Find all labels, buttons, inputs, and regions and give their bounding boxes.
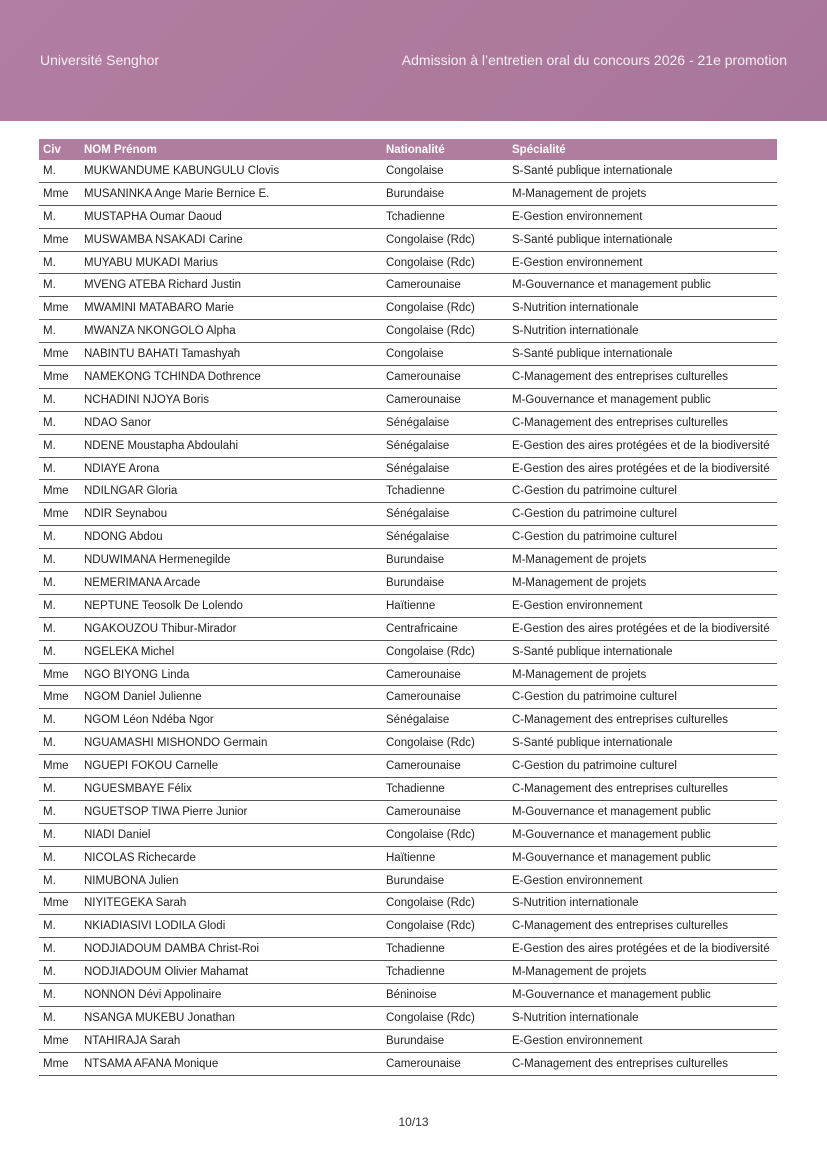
nom-prenom-cell: MUKWANDUME KABUNGULU Clovis [80, 160, 382, 182]
civ-cell: M. [39, 411, 80, 434]
table-row [39, 160, 777, 182]
nom-prenom-cell: NONNON Dévi Appolinaire [80, 984, 382, 1007]
nom-prenom-cell: MUSWAMBA NSAKADI Carine [80, 228, 382, 251]
specialite-cell: C-Gestion du patrimoine culturel [508, 503, 777, 526]
specialite-cell: M-Management de projets [508, 572, 777, 595]
nationalite-cell: Burundaise [382, 1029, 508, 1052]
nom-prenom-cell: MUYABU MUKADI Marius [80, 251, 382, 274]
nom-prenom-cell: NGUEPI FOKOU Carnelle [80, 755, 382, 778]
specialite-cell: M-Management de projets [508, 961, 777, 984]
institution-name: Université Senghor [40, 52, 160, 68]
nom-prenom-cell: MUSANINKA Ange Marie Bernice E. [80, 182, 382, 205]
nom-prenom-cell: NGUAMASHI MISHONDO Germain [80, 732, 382, 755]
specialite-cell: C-Gestion du patrimoine culturel [508, 755, 777, 778]
table-row [39, 343, 777, 366]
nom-prenom-cell: NGOM Daniel Julienne [80, 686, 382, 709]
specialite-cell: E-Gestion environnement [508, 251, 777, 274]
nationalite-cell: Congolaise (Rdc) [382, 1006, 508, 1029]
table-row [39, 251, 777, 274]
specialite-cell: C-Management des entreprises culturelles [508, 709, 777, 732]
civ-cell: M. [39, 709, 80, 732]
table-body [39, 160, 777, 1075]
civ-cell: M. [39, 640, 80, 663]
column-header-specialite: Spécialité [508, 139, 777, 160]
civ-cell: M. [39, 388, 80, 411]
civ-cell: Mme [39, 892, 80, 915]
civ-cell: M. [39, 526, 80, 549]
nationalite-cell: Haïtienne [382, 594, 508, 617]
specialite-cell: S-Nutrition internationale [508, 1006, 777, 1029]
nom-prenom-cell: MVENG ATEBA Richard Justin [80, 274, 382, 297]
specialite-cell: E-Gestion des aires protégées et de la biodiversité [508, 617, 777, 640]
nationalite-cell: Sénégalaise [382, 709, 508, 732]
specialite-cell: C-Management des entreprises culturelles [508, 915, 777, 938]
nationalite-cell: Congolaise [382, 160, 508, 182]
nationalite-cell: Congolaise (Rdc) [382, 320, 508, 343]
specialite-cell: C-Gestion du patrimoine culturel [508, 480, 777, 503]
nom-prenom-cell: NICOLAS Richecarde [80, 846, 382, 869]
nationalite-cell: Camerounaise [382, 755, 508, 778]
nom-prenom-cell: NCHADINI NJOYA Boris [80, 388, 382, 411]
civ-cell: M. [39, 869, 80, 892]
table-row [39, 526, 777, 549]
table-row [39, 686, 777, 709]
nationalite-cell: Camerounaise [382, 388, 508, 411]
civ-cell: M. [39, 732, 80, 755]
nationalite-cell: Tchadienne [382, 938, 508, 961]
nom-prenom-cell: NGOM Léon Ndéba Ngor [80, 709, 382, 732]
table-row [39, 388, 777, 411]
table-row [39, 480, 777, 503]
civ-cell: M. [39, 1006, 80, 1029]
nationalite-cell: Tchadienne [382, 961, 508, 984]
nom-prenom-cell: NGELEKA Michel [80, 640, 382, 663]
civ-cell: Mme [39, 1052, 80, 1075]
nationalite-cell: Sénégalaise [382, 526, 508, 549]
specialite-cell: M-Gouvernance et management public [508, 846, 777, 869]
specialite-cell: C-Management des entreprises culturelles [508, 1052, 777, 1075]
table-row [39, 846, 777, 869]
nom-prenom-cell: NDIAYE Arona [80, 457, 382, 480]
nationalite-cell: Congolaise [382, 343, 508, 366]
table-header-row [39, 139, 777, 160]
table-row [39, 617, 777, 640]
nationalite-cell: Haïtienne [382, 846, 508, 869]
table-row [39, 800, 777, 823]
nationalite-cell: Camerounaise [382, 366, 508, 389]
specialite-cell: S-Nutrition internationale [508, 320, 777, 343]
specialite-cell: E-Gestion des aires protégées et de la biodiversité [508, 938, 777, 961]
nationalite-cell: Camerounaise [382, 663, 508, 686]
table-row [39, 594, 777, 617]
nom-prenom-cell: NODJIADOUM Olivier Mahamat [80, 961, 382, 984]
page-header-band [0, 0, 827, 121]
nom-prenom-cell: NGAKOUZOU Thibur-Mirador [80, 617, 382, 640]
civ-cell: M. [39, 961, 80, 984]
nom-prenom-cell: NDAO Sanor [80, 411, 382, 434]
table-row [39, 938, 777, 961]
table-row [39, 205, 777, 228]
page-number: 10/13 [398, 1115, 429, 1129]
specialite-cell: S-Santé publique internationale [508, 640, 777, 663]
specialite-cell: C-Management des entreprises culturelles [508, 411, 777, 434]
table-row [39, 640, 777, 663]
nom-prenom-cell: NDENE Moustapha Abdoulahi [80, 434, 382, 457]
table-row [39, 320, 777, 343]
nom-prenom-cell: NEPTUNE Teosolk De Lolendo [80, 594, 382, 617]
column-header-nationalite: Nationalité [382, 139, 508, 160]
nationalite-cell: Camerounaise [382, 1052, 508, 1075]
table-row [39, 1029, 777, 1052]
specialite-cell: E-Gestion des aires protégées et de la biodiversité [508, 457, 777, 480]
civ-cell: M. [39, 205, 80, 228]
nationalite-cell: Congolaise (Rdc) [382, 228, 508, 251]
specialite-cell: C-Management des entreprises culturelles [508, 778, 777, 801]
civ-cell: M. [39, 549, 80, 572]
table-row [39, 572, 777, 595]
table-row [39, 366, 777, 389]
specialite-cell: S-Nutrition internationale [508, 892, 777, 915]
civ-cell: M. [39, 572, 80, 595]
table-row [39, 823, 777, 846]
nationalite-cell: Tchadienne [382, 205, 508, 228]
civ-cell: M. [39, 617, 80, 640]
civ-cell: M. [39, 594, 80, 617]
specialite-cell: C-Gestion du patrimoine culturel [508, 686, 777, 709]
civ-cell: Mme [39, 182, 80, 205]
nationalite-cell: Burundaise [382, 869, 508, 892]
nom-prenom-cell: NDILNGAR Gloria [80, 480, 382, 503]
nom-prenom-cell: NSANGA MUKEBU Jonathan [80, 1006, 382, 1029]
nom-prenom-cell: MWAMINI MATABARO Marie [80, 297, 382, 320]
table-row [39, 274, 777, 297]
nationalite-cell: Burundaise [382, 182, 508, 205]
civ-cell: Mme [39, 228, 80, 251]
civ-cell: M. [39, 274, 80, 297]
nom-prenom-cell: NIADI Daniel [80, 823, 382, 846]
nom-prenom-cell: NODJIADOUM DAMBA Christ-Roi [80, 938, 382, 961]
specialite-cell: S-Santé publique internationale [508, 228, 777, 251]
table-row [39, 503, 777, 526]
specialite-cell: M-Gouvernance et management public [508, 274, 777, 297]
nationalite-cell: Congolaise (Rdc) [382, 297, 508, 320]
nom-prenom-cell: NDIR Seynabou [80, 503, 382, 526]
table-row [39, 434, 777, 457]
specialite-cell: S-Santé publique internationale [508, 160, 777, 182]
specialite-cell: E-Gestion environnement [508, 869, 777, 892]
civ-cell: M. [39, 251, 80, 274]
civ-cell: M. [39, 938, 80, 961]
nationalite-cell: Burundaise [382, 549, 508, 572]
civ-cell: M. [39, 778, 80, 801]
table-row [39, 961, 777, 984]
document-title: Admission à l’entretien oral du concours 2026 - 21e promotion [401, 52, 787, 68]
nationalite-cell: Congolaise (Rdc) [382, 640, 508, 663]
specialite-cell: M-Gouvernance et management public [508, 984, 777, 1007]
nationalite-cell: Camerounaise [382, 686, 508, 709]
nationalite-cell: Tchadienne [382, 480, 508, 503]
admission-table [39, 139, 777, 1076]
civ-cell: M. [39, 320, 80, 343]
civ-cell: M. [39, 457, 80, 480]
specialite-cell: S-Nutrition internationale [508, 297, 777, 320]
nationalite-cell: Béninoise [382, 984, 508, 1007]
table-row [39, 457, 777, 480]
specialite-cell: M-Management de projets [508, 182, 777, 205]
civ-cell: Mme [39, 366, 80, 389]
civ-cell: Mme [39, 480, 80, 503]
civ-cell: Mme [39, 297, 80, 320]
nationalite-cell: Camerounaise [382, 274, 508, 297]
table-row [39, 709, 777, 732]
nationalite-cell: Sénégalaise [382, 411, 508, 434]
nom-prenom-cell: NDONG Abdou [80, 526, 382, 549]
specialite-cell: M-Gouvernance et management public [508, 800, 777, 823]
civ-cell: M. [39, 800, 80, 823]
nom-prenom-cell: MUSTAPHA Oumar Daoud [80, 205, 382, 228]
civ-cell: Mme [39, 1029, 80, 1052]
table-row [39, 182, 777, 205]
nom-prenom-cell: MWANZA NKONGOLO Alpha [80, 320, 382, 343]
specialite-cell: C-Management des entreprises culturelles [508, 366, 777, 389]
specialite-cell: M-Gouvernance et management public [508, 388, 777, 411]
nationalite-cell: Centrafricaine [382, 617, 508, 640]
table-row [39, 778, 777, 801]
specialite-cell: E-Gestion environnement [508, 1029, 777, 1052]
table-row [39, 549, 777, 572]
table-header [39, 139, 777, 160]
civ-cell: Mme [39, 755, 80, 778]
nationalite-cell: Congolaise (Rdc) [382, 732, 508, 755]
civ-cell: Mme [39, 663, 80, 686]
civ-cell: M. [39, 434, 80, 457]
table-row [39, 755, 777, 778]
table-row [39, 663, 777, 686]
nom-prenom-cell: NTAHIRAJA Sarah [80, 1029, 382, 1052]
nationalite-cell: Sénégalaise [382, 503, 508, 526]
nom-prenom-cell: NIMUBONA Julien [80, 869, 382, 892]
specialite-cell: S-Santé publique internationale [508, 732, 777, 755]
nom-prenom-cell: NAMEKONG TCHINDA Dothrence [80, 366, 382, 389]
specialite-cell: C-Gestion du patrimoine culturel [508, 526, 777, 549]
nom-prenom-cell: NGUETSOP TIWA Pierre Junior [80, 800, 382, 823]
civ-cell: Mme [39, 503, 80, 526]
civ-cell: Mme [39, 686, 80, 709]
nom-prenom-cell: NGO BIYONG Linda [80, 663, 382, 686]
column-header-civ: Civ [39, 139, 80, 160]
specialite-cell: E-Gestion environnement [508, 205, 777, 228]
nom-prenom-cell: NIYITEGEKA Sarah [80, 892, 382, 915]
nom-prenom-cell: NKIADIASIVI LODILA Glodi [80, 915, 382, 938]
nationalite-cell: Congolaise (Rdc) [382, 892, 508, 915]
specialite-cell: E-Gestion des aires protégées et de la biodiversité [508, 434, 777, 457]
specialite-cell: S-Santé publique internationale [508, 343, 777, 366]
nationalite-cell: Tchadienne [382, 778, 508, 801]
specialite-cell: M-Gouvernance et management public [508, 823, 777, 846]
nom-prenom-cell: NABINTU BAHATI Tamashyah [80, 343, 382, 366]
nationalite-cell: Camerounaise [382, 800, 508, 823]
table-row [39, 297, 777, 320]
table-row [39, 1006, 777, 1029]
table-row [39, 411, 777, 434]
table-row [39, 869, 777, 892]
nationalite-cell: Sénégalaise [382, 434, 508, 457]
civ-cell: M. [39, 846, 80, 869]
table-row [39, 915, 777, 938]
column-header-nom-prenom: NOM Prénom [80, 139, 382, 160]
nationalite-cell: Congolaise (Rdc) [382, 251, 508, 274]
table-row [39, 1052, 777, 1075]
civ-cell: M. [39, 823, 80, 846]
nationalite-cell: Burundaise [382, 572, 508, 595]
specialite-cell: M-Management de projets [508, 663, 777, 686]
nom-prenom-cell: NGUESMBAYE Félix [80, 778, 382, 801]
nationalite-cell: Congolaise (Rdc) [382, 915, 508, 938]
civ-cell: M. [39, 915, 80, 938]
nom-prenom-cell: NEMERIMANA Arcade [80, 572, 382, 595]
nationalite-cell: Sénégalaise [382, 457, 508, 480]
table-row [39, 228, 777, 251]
table-row [39, 892, 777, 915]
specialite-cell: E-Gestion environnement [508, 594, 777, 617]
civ-cell: M. [39, 160, 80, 182]
table-row [39, 732, 777, 755]
nom-prenom-cell: NTSAMA AFANA Monique [80, 1052, 382, 1075]
table-row [39, 984, 777, 1007]
civ-cell: M. [39, 984, 80, 1007]
nationalite-cell: Congolaise (Rdc) [382, 823, 508, 846]
specialite-cell: M-Management de projets [508, 549, 777, 572]
civ-cell: Mme [39, 343, 80, 366]
nom-prenom-cell: NDUWIMANA Hermenegilde [80, 549, 382, 572]
